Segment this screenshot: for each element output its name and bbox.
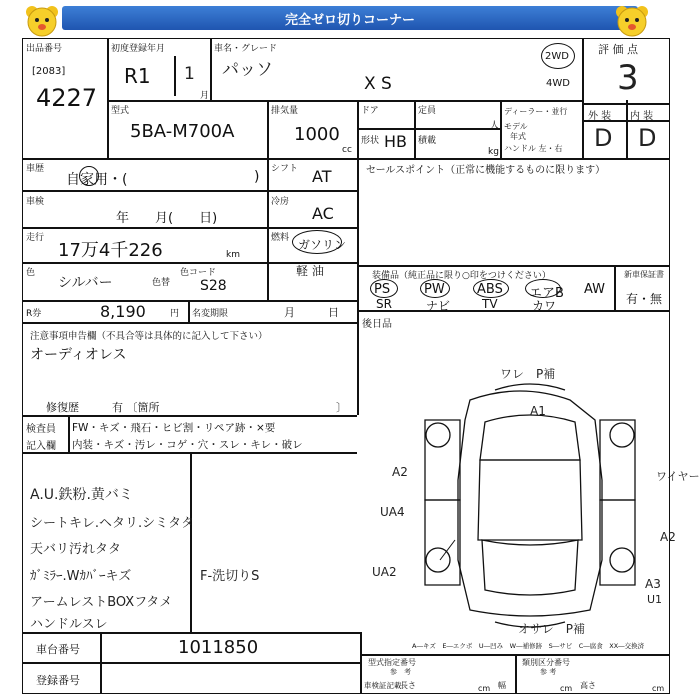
color-value: シルバー [58,275,113,291]
side-note: F-洗切りS [200,569,260,584]
color-label: 色 [26,268,36,278]
diagram-mark-top: ワレ P補 [500,367,556,381]
equipment-label: 装備品（純正品に限り○印をつけください） [372,271,551,281]
inspector-note: アームレストBOXフタメ [30,595,173,610]
lot-number: 4227 [36,84,98,112]
spec-model: 型式指定番号 [368,658,416,667]
shape-value: HB [384,132,408,151]
notes-entry: オーディオレス [30,347,127,363]
equip-abs-circle [473,279,509,298]
repair-value: 有 〔箇所 [112,401,160,414]
checks-row2: 内装・キズ・汚レ・コゲ・穴・スレ・キレ・破レ [72,439,303,451]
equip-airbag-circle [525,279,561,298]
handle-label: ハンドル 左・右 [504,144,563,153]
equip-ps: PS [374,282,391,297]
checks-label2: 記入欄 [26,441,56,452]
grade-score-label: 評 価 点 [598,43,638,56]
color-code: S28 [200,278,227,294]
shift-value: AT [312,167,332,186]
diagram-mark-ua4: UA4 [380,505,405,519]
color-code-label: 色コード [180,268,217,278]
history-label: 車歴 [26,164,45,174]
notes-label: 注意事項申告欄（不具合等は具体的に記入して下さい） [30,331,268,342]
inspection-value: 年 月( 日) [116,211,218,226]
ac-label: 冷房 [271,197,290,207]
load-unit: kg [488,147,499,157]
warranty-value: 有・無 [626,292,663,306]
checks-row1: FW・キズ・飛石・ヒビ割・リペア跡・×要 [72,422,276,434]
diagram-mark-right: ワイヤー [656,470,700,483]
chassis-label: 車台番号 [36,643,80,656]
spec-ref2: 参 考 [540,668,557,676]
diagram-mark-a1: A1 [530,404,546,418]
interior-label: 内 装 [630,111,654,122]
fuel-gas: ガソリン [298,238,347,252]
spec-category: 類別区分番号 [522,658,570,667]
ac-value: AC [312,204,334,223]
equip-pw-circle [420,279,450,298]
diagram-mark-a2-left: A2 [392,465,408,479]
equip-tv: TV [482,297,498,311]
car-damage-diagram [380,360,680,640]
recycle-label: R券 [26,309,42,319]
shift-label: シフト [271,164,299,174]
history-close: ) [254,169,260,185]
interior-grade: D [638,124,657,152]
repair-label: 修復歴 [46,401,79,414]
equip-leather: カワ [532,299,557,313]
model-label: 型式 [111,106,130,116]
bear-mascot-right-icon [614,4,650,38]
equip-aw: AW [584,282,606,297]
exterior-label: 外 装 [588,111,612,122]
chassis-value: 1011850 [178,637,259,658]
name-change-value: 月 日 [284,306,339,319]
spec-cm-3: cm [652,684,665,693]
drive-4wd: 4WD [546,78,570,89]
inspection-label: 車検 [26,197,45,207]
diagram-mark-a3: A3 [645,577,661,591]
door-label: ドア [361,106,379,116]
warranty-label: 新車保証書 [624,270,664,279]
checks-label1: 検査員 [26,424,56,435]
registration-year: R1 [124,64,151,88]
bear-mascot-left-icon [24,4,60,38]
displacement-value: 1000 [294,124,340,145]
drive-2wd: 2WD [545,51,569,62]
equip-navi: ナビ [426,299,451,313]
fuel-label: 燃料 [271,233,290,243]
model-year-label2: 年式 [510,132,526,141]
lot-sub: [2083] [32,66,66,77]
load-label: 積載 [418,136,437,146]
car-name: パッソ [222,60,273,80]
diagram-mark-bottom: オサレ P補 [518,622,585,636]
diagram-mark-u1: U1 [647,593,663,606]
model-year-label: モデル [504,122,528,131]
mileage-value: 17万4千226 [58,240,163,261]
equip-abs: ABS [477,282,503,297]
history-circle [79,166,99,186]
capacity-label: 定員 [418,106,437,116]
rear-seat-label: 後日品 [362,319,392,330]
inspector-note: ｶﾞﾐﾗｰ.Wｶﾊﾞｰキズ [30,569,132,584]
dealer-label: ディーラー・並行 [504,107,568,116]
repair-close: 〕 [336,401,347,414]
car-grade: X S [364,74,392,94]
spec-cm-1: cm [478,684,491,693]
name-change-label: 名変期限 [192,309,229,319]
equip-sr: SR [376,297,392,311]
header-title: 完全ゼロ切りコーナー [62,6,638,30]
inspector-note: ハンドルスレ [30,617,108,632]
shape-label: 形状 [361,136,380,146]
sales-point-label: セールスポイント（正常に機能するものに限ります） [366,165,606,176]
spec-length: 長さ [400,681,416,690]
lot-label: 出品番号 [26,44,63,54]
displacement-unit: cc [342,145,352,155]
diagram-mark-ua2: UA2 [372,565,397,579]
equip-ps-circle [370,279,398,298]
spec-height: 高さ [580,681,596,690]
diagram-mark-a2-right: A2 [660,530,676,544]
model-value: 5BA-M700A [130,121,235,142]
spec-cm-2: cm [560,684,573,693]
capacity-unit: 人 [490,121,500,131]
damage-legend: A―キズ E―エクボ U―凹み W―補修跡 S―サビ C―腐食 XX―交換済 [412,642,645,650]
fuel-circle [292,230,342,254]
recycle-unit: 円 [170,309,180,319]
grade-score-value: 3 [617,58,639,98]
spec-ref: 参 考 [390,668,411,676]
inspector-note: 天バリ汚れタタ [30,542,122,557]
spec-cert: 車検証記載 [364,681,402,690]
car-label: 車名・グレード [214,44,278,54]
spec-width: 幅 [498,681,506,690]
inspector-note: シートキレ.ヘタリ.シミタタ [30,516,195,531]
registration-month: 1 [184,64,195,84]
exterior-grade: D [594,124,613,152]
displacement-label: 排気量 [271,106,299,116]
color-tone-label: 色替 [152,278,171,288]
registration-label: 初度登録年月 [111,44,166,54]
recycle-value: 8,190 [100,302,146,321]
reg-no-label: 登録番号 [36,674,80,687]
equip-pw: PW [424,282,445,297]
fuel-diesel: 軽 油 [296,264,324,278]
registration-month-unit: 月 [200,91,210,101]
equip-airbag: エアB [529,286,564,301]
history-value: 自家用・( [66,172,128,188]
inspector-note: A.U.鉄粉.黄バミ [30,487,133,503]
mileage-unit: km [226,250,240,260]
mileage-label: 走行 [26,233,45,243]
